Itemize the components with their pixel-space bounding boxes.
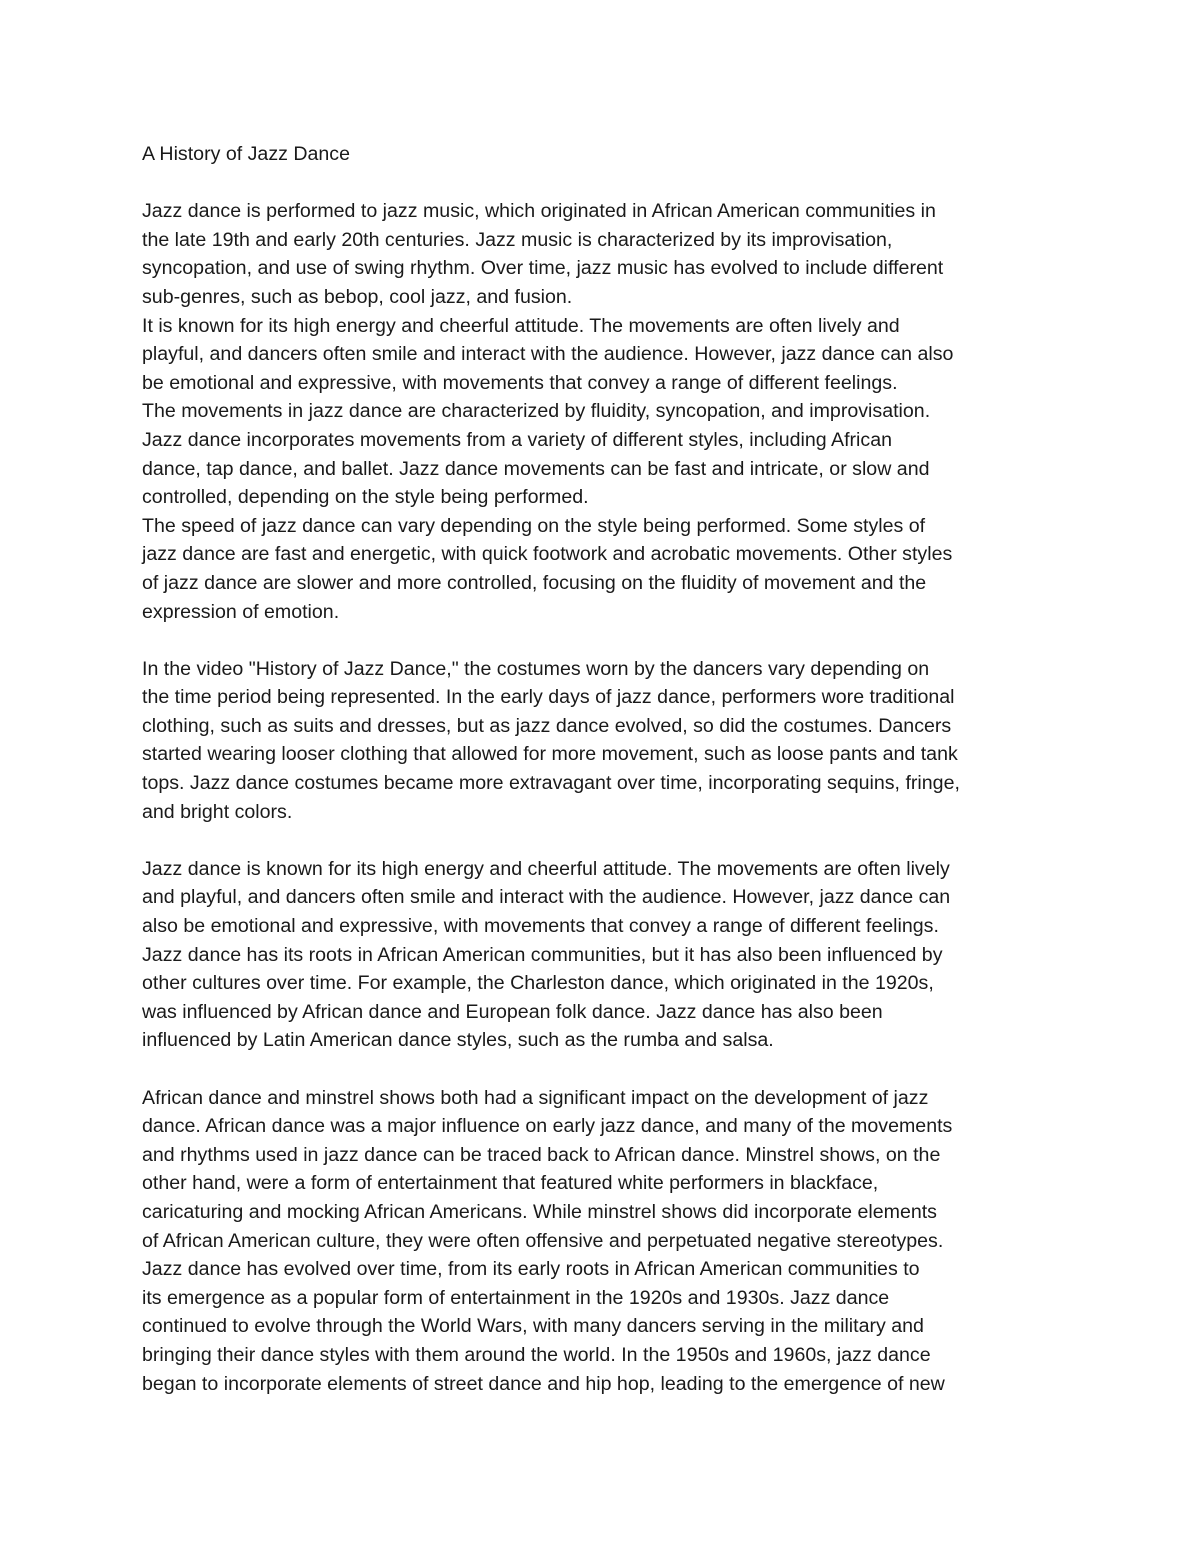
text-line: expression of emotion. bbox=[142, 600, 340, 623]
text-line: caricaturing and mocking African Americans. While minstrel shows did incorporate elements bbox=[142, 1200, 937, 1223]
text-line: In the video "History of Jazz Dance," the costumes worn by the dancers vary depending on bbox=[142, 657, 930, 680]
paragraph bbox=[142, 197, 1062, 626]
blank-line bbox=[142, 626, 1062, 655]
blank-line bbox=[142, 169, 1062, 198]
text-line: The movements in jazz dance are characterized by fluidity, syncopation, and improvisation. bbox=[142, 400, 931, 423]
document-title: A History of Jazz Dance bbox=[142, 143, 350, 165]
text-line: syncopation, and use of swing rhythm. Over time, jazz music has evolved to include different bbox=[142, 257, 944, 280]
text-line: African dance and minstrel shows both had a significant impact on the development of jazz bbox=[142, 1086, 929, 1109]
blank-line bbox=[142, 1055, 1062, 1084]
text-line: also be emotional and expressive, with movements that convey a range of different feelings. bbox=[142, 915, 939, 938]
text-line: the time period being represented. In the early days of jazz dance, performers wore traditional bbox=[142, 686, 955, 709]
text-line: be emotional and expressive, with movements that convey a range of different feelings. bbox=[142, 371, 898, 394]
paragraph bbox=[142, 855, 1062, 1055]
text-line: It is known for its high energy and cheerful attitude. The movements are often lively and bbox=[142, 314, 900, 337]
text-line: and rhythms used in jazz dance can be traced back to African dance. Minstrel shows, on the bbox=[142, 1143, 941, 1166]
text-line: of African American culture, they were often offensive and perpetuated negative stereotypes. bbox=[142, 1229, 944, 1252]
text-line: other cultures over time. For example, the Charleston dance, which originated in the 1920s, bbox=[142, 972, 934, 995]
text-line: was influenced by African dance and European folk dance. Jazz dance has also been bbox=[142, 1000, 883, 1023]
paragraph bbox=[142, 655, 1062, 827]
text-line: controlled, depending on the style being performed. bbox=[142, 486, 589, 509]
text-line: started wearing looser clothing that allowed for more movement, such as loose pants and tank bbox=[142, 743, 958, 766]
text-line: Jazz dance is known for its high energy and cheerful attitude. The movements are often lively bbox=[142, 857, 950, 880]
text-line: dance, tap dance, and ballet. Jazz dance movements can be fast and intricate, or slow and bbox=[142, 457, 930, 480]
text-line: the late 19th and early 20th centuries. Jazz music is characterized by its improvisation, bbox=[142, 228, 893, 251]
document-body bbox=[142, 140, 1062, 1398]
text-line: bringing their dance styles with them around the world. In the 1950s and 1960s, jazz dance bbox=[142, 1343, 931, 1366]
text-line: its emergence as a popular form of entertainment in the 1920s and 1930s. Jazz dance bbox=[142, 1286, 890, 1309]
text-line: dance. African dance was a major influence on early jazz dance, and many of the movements bbox=[142, 1115, 953, 1138]
text-line: began to incorporate elements of street dance and hip hop, leading to the emergence of new bbox=[142, 1372, 945, 1395]
document-paragraphs bbox=[142, 197, 1062, 1398]
text-line: Jazz dance has evolved over time, from its early roots in African American communities to bbox=[142, 1258, 920, 1281]
text-line: of jazz dance are slower and more controlled, focusing on the fluidity of movement and the bbox=[142, 571, 927, 594]
text-line: jazz dance are fast and energetic, with quick footwork and acrobatic movements. Other styles bbox=[142, 543, 953, 566]
paragraph bbox=[142, 1084, 1062, 1399]
text-line: Jazz dance incorporates movements from a variety of different styles, including African bbox=[142, 428, 892, 451]
text-line: playful, and dancers often smile and interact with the audience. However, jazz dance can also bbox=[142, 343, 954, 366]
text-line: sub-genres, such as bebop, cool jazz, and fusion. bbox=[142, 285, 573, 308]
text-line: tops. Jazz dance costumes became more extravagant over time, incorporating sequins, fringe, bbox=[142, 772, 960, 795]
text-line: influenced by Latin American dance styles, such as the rumba and salsa. bbox=[142, 1029, 774, 1052]
text-line: clothing, such as suits and dresses, but as jazz dance evolved, so did the costumes. Dancers bbox=[142, 714, 952, 737]
blank-line bbox=[142, 826, 1062, 855]
text-line: The speed of jazz dance can vary depending on the style being performed. Some styles of bbox=[142, 514, 926, 537]
text-line: Jazz dance is performed to jazz music, which originated in African American communities in bbox=[142, 200, 936, 223]
text-line: continued to evolve through the World Wars, with many dancers serving in the military and bbox=[142, 1315, 924, 1338]
text-line: Jazz dance has its roots in African American communities, but it has also been influenced by bbox=[142, 943, 943, 966]
text-line: and playful, and dancers often smile and interact with the audience. However, jazz dance can bbox=[142, 886, 951, 909]
text-line: and bright colors. bbox=[142, 800, 293, 823]
text-line: other hand, were a form of entertainment that featured white performers in blackface, bbox=[142, 1172, 879, 1195]
